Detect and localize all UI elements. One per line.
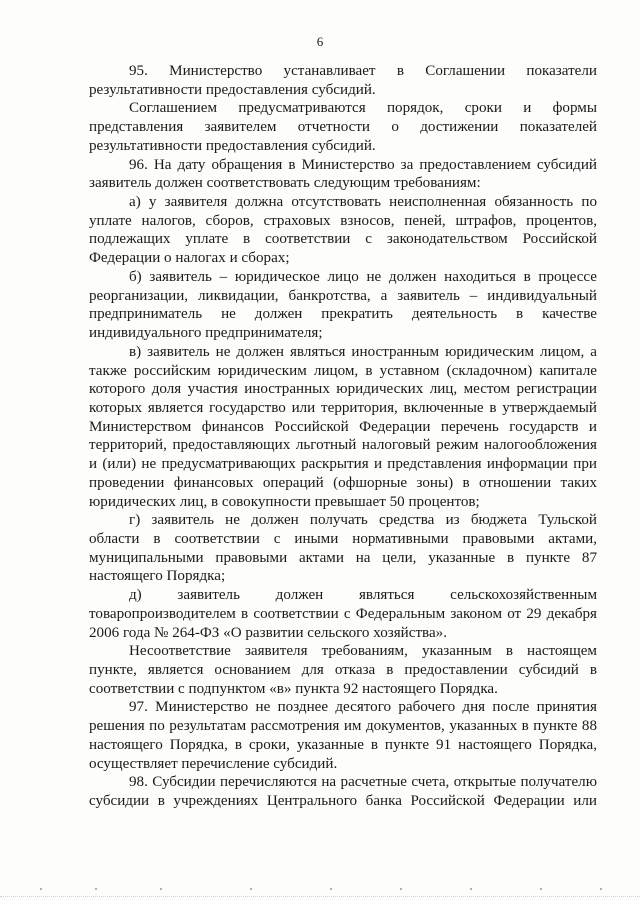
text-line: 96. На дату обращения в Министерство за предоставлением субсидий	[129, 156, 597, 173]
text-line: Федерации о налогах и сборах;	[89, 250, 290, 267]
document-body	[89, 62, 597, 811]
text-line: решения по результатам рассмотрения им документов, указанных в пункте 88	[89, 718, 597, 735]
text-line: результативности предоставления субсидий.	[89, 137, 376, 154]
text-line: индивидуального предпринимателя;	[89, 325, 323, 342]
text-line: осуществляет перечисление субсидий.	[89, 755, 338, 772]
scan-speck	[250, 888, 252, 890]
text-line: территорий, предоставляющих льготный налоговый режим налогообложения	[89, 437, 597, 454]
text-line: д) заявитель должен являться сельскохозяйственным	[129, 587, 597, 604]
text-line: уплате налогов, сборов, страховых взносов, пеней, штрафов, процентов,	[89, 212, 597, 229]
text-line: 98. Субсидии перечисляются на расчетные счета, открытые получателю	[129, 774, 597, 791]
text-line: которого доля участия иностранных юридических лиц, местом регистрации	[89, 381, 597, 398]
text-line: представления заявителем отчетности о достижении показателей	[89, 119, 597, 136]
text-line: предприниматель не должен прекратить деятельность в качестве	[89, 306, 597, 323]
text-line: области в соответствии с иными нормативными правовыми актами,	[89, 530, 597, 547]
scan-speck	[540, 888, 542, 890]
text-line: г) заявитель не должен получать средства из бюджета Тульской	[129, 512, 597, 529]
scan-speck	[95, 888, 97, 890]
text-line: муниципальными правовыми актами на цели, указанные в пункте 87	[89, 549, 597, 566]
text-line: также российским юридическим лицом, в уставном (складочном) капитале	[89, 362, 597, 379]
text-line: соответствии с подпунктом «в» пункта 92 настоящего Порядка.	[89, 680, 498, 697]
text-line: Соглашением предусматриваются порядок, сроки и формы	[129, 100, 597, 117]
scan-speck	[40, 888, 42, 890]
text-line: 95. Министерство устанавливает в Соглашении показатели	[129, 63, 597, 79]
text-line: реорганизации, ликвидации, банкротства, а заявитель – индивидуальный	[89, 287, 597, 304]
scan-speck	[160, 888, 162, 890]
text-line: а) у заявителя должна отсутствовать неисполненная обязанность по	[129, 194, 597, 211]
text-line: юридических лиц, в совокупности превышает 50 процентов;	[89, 493, 480, 510]
text-line: Министерством финансов Российской Федерации перечень государств и	[89, 418, 597, 435]
text-line: настоящего Порядка, в сроки, указанные в пункте 91 настоящего Порядка,	[89, 736, 597, 753]
scan-speck	[330, 888, 332, 890]
scan-bottom-edge	[0, 884, 640, 897]
text-line: 97. Министерство не позднее десятого рабочего дня после принятия	[129, 699, 597, 716]
text-line: настоящего Порядка;	[89, 568, 226, 585]
text-line: и (или) не предусматривающих раскрытия и представления информации при	[89, 456, 597, 473]
text-line: проведении финансовых операций (офшорные зоны) в отношении таких	[89, 474, 597, 491]
text-line: товаропроизводителем в соответствии с Федеральным законом от 29 декабря	[89, 605, 597, 622]
text-line: субсидии в учреждениях Центрального банка Российской Федерации или	[89, 793, 597, 810]
text-line: Несоответствие заявителя требованиям, указанным в настоящем	[129, 643, 597, 660]
text-line: в) заявитель не должен являться иностранным юридическим лицом, а	[129, 343, 597, 360]
text-line: пункте, является основанием для отказа в предоставлении субсидий в	[89, 662, 597, 678]
text-line: 2006 года № 264-ФЗ «О развитии сельского хозяйства».	[89, 624, 447, 641]
scan-speck	[470, 888, 472, 890]
text-line: результативности предоставления субсидий.	[89, 81, 376, 98]
text-line: б) заявитель – юридическое лицо не должен находиться в процессе	[129, 268, 597, 285]
scan-speck	[600, 888, 602, 890]
scan-speck	[400, 888, 402, 890]
page-number: 6	[316, 34, 324, 49]
text-line: которых является государство или территория, включенные в утверждаемый	[89, 399, 597, 416]
text-line: заявитель должен соответствовать следующим требованиям:	[89, 175, 481, 192]
text-line: подлежащих уплате в соответствии с законодательством Российской	[89, 231, 597, 248]
